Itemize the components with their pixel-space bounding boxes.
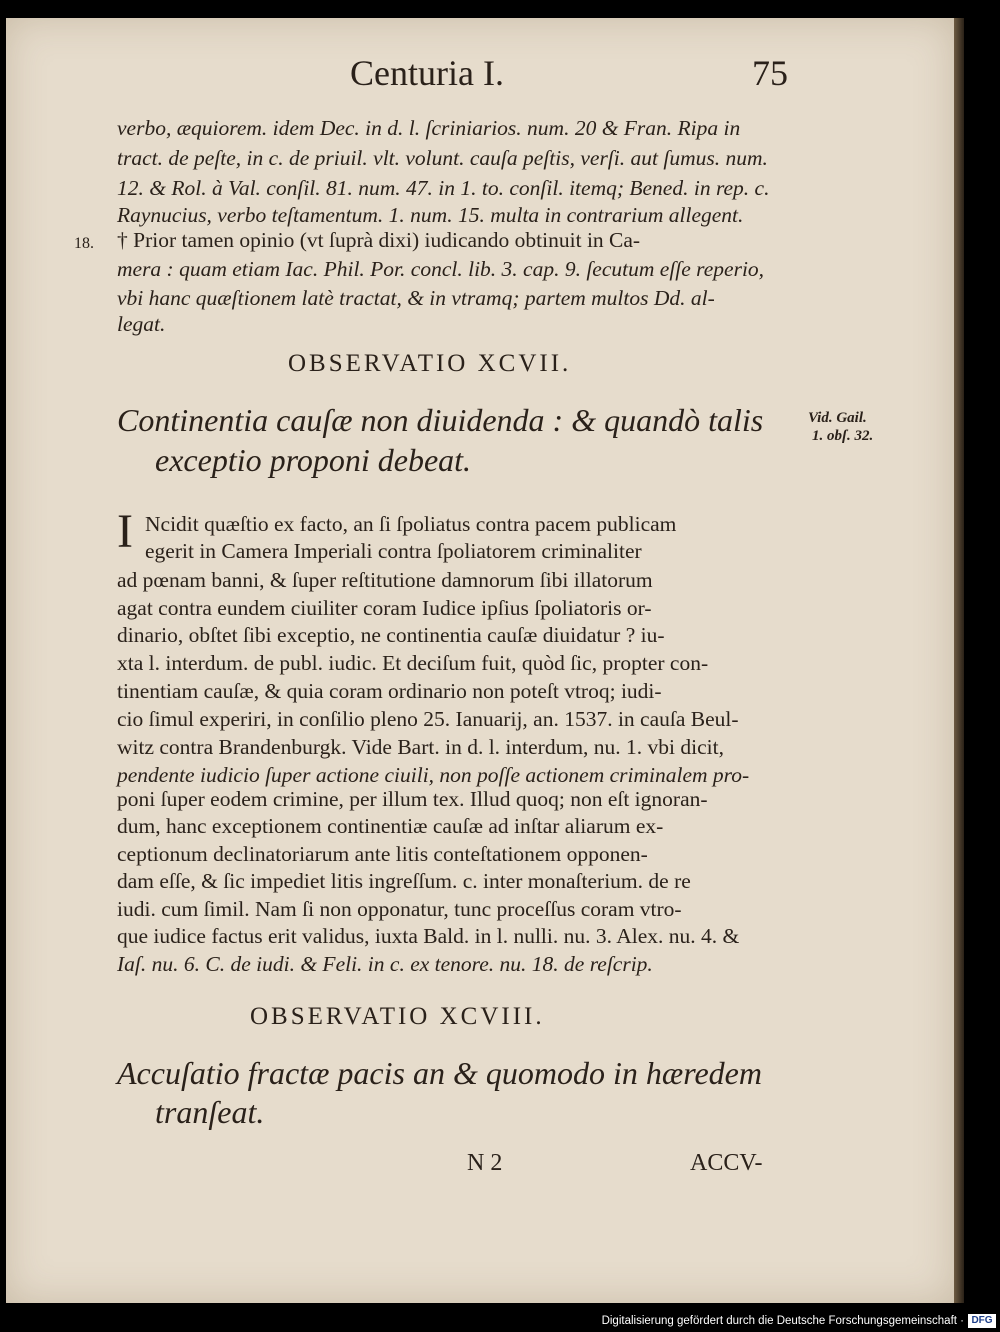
text-line: tinentiam cauſæ, & quia coram ordinario non poteſt vtroq; iudi- — [117, 679, 662, 703]
observation-rubric: tranſeat. — [155, 1094, 265, 1130]
page-number: 75 — [752, 53, 788, 93]
text-line: ceptionum declinatoriarum ante litis conteſtationem opponen- — [117, 842, 648, 866]
margin-note: Vid. Gail. — [808, 410, 867, 426]
drop-cap: I — [117, 505, 133, 558]
text-line: iudi. cum ſimil. Nam ſi non opponatur, tunc proceſſus coram vtro- — [117, 897, 682, 921]
text-line: legat. — [117, 312, 166, 336]
observation-rubric: Accuſatio fractæ pacis an & quomodo in hæredem — [117, 1055, 762, 1091]
text-line: vbi hanc quæſtionem latè tractat, & in vtramq; partem multos Dd. al- — [117, 286, 715, 310]
text-line: mera : quam etiam Iac. Phil. Por. concl. lib. 3. cap. 9. ſecutum eſſe reperio, — [117, 257, 765, 281]
observation-heading: OBSERVATIO XCVIII. — [250, 1003, 545, 1030]
margin-note: 1. obſ. 32. — [812, 428, 874, 444]
observation-heading: OBSERVATIO XCVII. — [288, 350, 572, 377]
text-line: cio ſimul experiri, in conſilio pleno 25. Ianuarij, an. 1537. in cauſa Beul- — [117, 707, 739, 731]
text-line: egerit in Camera Imperiali contra ſpoliatorem criminaliter — [145, 539, 642, 563]
text-line: witz contra Brandenburgk. Vide Bart. in d. l. interdum, nu. 1. vbi dicit, — [117, 735, 724, 759]
catchword: ACCV- — [690, 1150, 763, 1176]
text-line: Ncidit quæſtio ex facto, an ſi ſpoliatus contra pacem publicam — [145, 512, 677, 536]
observation-rubric: Continentia cauſæ non diuidenda : & quandò talis — [117, 402, 764, 438]
observation-rubric: exceptio proponi debeat. — [155, 442, 472, 478]
text-line: verbo, æquiorem. idem Dec. in d. l. ſcriniarios. num. 20 & Fran. Ripa in — [117, 116, 741, 140]
signature-mark: N 2 — [467, 1150, 503, 1176]
text-line: ad pœnam banni, & ſuper reſtitutione damnorum ſibi illatorum — [117, 568, 653, 592]
text-line: Iaſ. nu. 6. C. de iudi. & Feli. in c. ex tenore. nu. 18. de reſcrip. — [117, 952, 653, 976]
running-head: Centuria I. — [350, 53, 504, 93]
text-line: Raynucius, verbo teſtamentum. 1. num. 15. multa in contrarium allegent. — [117, 203, 744, 227]
margin-mark: 18. — [74, 235, 94, 252]
text-line: dam eſſe, & ſic impediet litis ingreſſum. c. inter monaſterium. de re — [117, 869, 691, 893]
funding-notice: Digitalisierung gefördert durch die Deutsche Forschungsgemeinschaft · — [601, 1315, 964, 1327]
text-line: dum, hanc exceptionem continentiæ cauſæ ad inſtar aliarum ex- — [117, 814, 664, 838]
text-line: xta l. interdum. de publ. iudic. Et deciſum fuit, quòd ſic, propter con- — [117, 651, 709, 675]
text-line: dinario, obſtet ſibi exceptio, ne continentia cauſæ diuidatur ? iu- — [117, 623, 665, 647]
text-line: tract. de peſte, in c. de priuil. vlt. volunt. cauſa peſtis, verſi. aut ſumus. num. — [117, 146, 768, 170]
text-line: que iudice factus erit validus, iuxta Bald. in l. nulli. nu. 3. Alex. nu. 4. & — [117, 924, 740, 948]
text-line: poni ſuper eodem crimine, per illum tex. Illud quoq; non eſt ignoran- — [117, 787, 708, 811]
page-edge — [954, 18, 964, 1303]
text-line: 12. & Rol. à Val. conſil. 81. num. 47. in 1. to. conſil. itemq; Bened. in rep. c. — [117, 176, 770, 200]
text-line: agat contra eundem ciuiliter coram Iudice ipſius ſpoliatoris or- — [117, 596, 652, 620]
text-line: † Prior tamen opinio (vt ſuprà dixi) iudicando obtinuit in Ca- — [117, 228, 641, 252]
text-line: pendente iudicio ſuper actione ciuili, non poſſe actionem criminalem pro- — [117, 763, 750, 787]
dfg-logo: DFG — [968, 1314, 996, 1328]
